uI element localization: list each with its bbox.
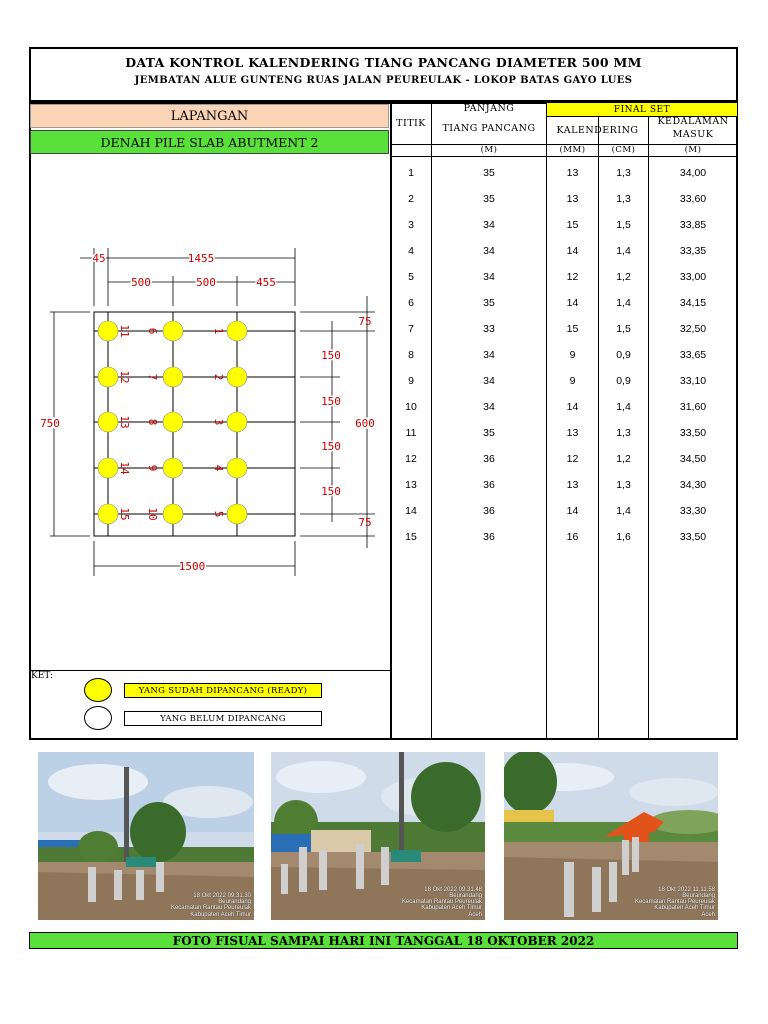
photo-1-stamp: 18 Okt 2022 09.31.30 Beurandang Kecamatan Rantau Peureulak Kabupaten Aceh Timur [170,892,251,918]
table-cell: 36 [483,479,495,491]
pile-circle [98,458,118,478]
table-row-titik: 1 [408,167,414,179]
table-cell: 32,50 [679,323,707,335]
table-cell: 1,4 [616,505,631,517]
dim-top-total: 1455 [187,252,215,265]
table-cell: 33,50 [679,427,707,439]
pile-pending-swatch [84,706,112,730]
dim-right-3: 150 [321,395,341,408]
pile-circle [98,321,118,341]
panjang-header-2: TIANG PANCANG [442,122,536,134]
pile-label: 11 [118,324,131,338]
table-row-titik: 11 [405,427,417,439]
pile-circle [98,504,118,524]
dim-right-5: 150 [321,485,341,498]
table-row-titik: 6 [408,297,414,309]
table-row-titik: 2 [408,193,414,205]
table-cell: 31,60 [679,401,707,413]
table-cell: 34 [483,271,495,283]
table-cell: 36 [483,531,495,543]
table-cell: 33,50 [679,531,707,543]
table-cell: 33,60 [679,193,707,205]
pile-circle [163,504,183,524]
table-row-titik: 4 [408,245,414,257]
pile-label: 4 [212,464,225,472]
pile-circle [227,367,247,387]
table-cell: 1,2 [616,453,631,465]
table-row-titik: 9 [408,375,414,387]
dim-col-2: 500 [196,276,216,289]
table-cell: 1,5 [616,219,631,231]
pile-circle [163,321,183,341]
pile-label: 2 [212,373,225,381]
dim-top-left: 45 [92,252,106,265]
table-row-titik: 12 [405,453,417,465]
table-cell: 16 [566,531,579,543]
dim-right-total: 600 [355,417,375,430]
pile-circle [163,458,183,478]
page-title: DATA KONTROL KALENDERING TIANG PANCANG DIAMETER 500 MM [125,55,642,70]
pile-circle [98,367,118,387]
pile-label: 9 [146,464,159,472]
pile-label: 3 [212,418,225,426]
table-cell: 33,85 [679,219,707,231]
table-cell: 15 [566,323,579,335]
lapangan-header: LAPANGAN [30,104,389,128]
table-cell: 1,3 [616,479,631,491]
title-box [29,47,738,102]
table-cell: 15 [566,219,579,231]
table-row-titik: 7 [408,323,414,335]
dim-right-6: 75 [358,516,372,529]
table-cell: 35 [483,167,495,179]
legend-pending-label: YANG BELUM DIPANCANG [124,711,322,726]
table-cell: 9 [569,349,576,361]
pile-circle [163,412,183,432]
table-cell: 33,65 [679,349,707,361]
final-set-header: FINAL SET [547,103,737,116]
page-subtitle: JEMBATAN ALUE GUNTENG RUAS JALAN PEUREULAK - LOKOP BATAS GAYO LUES [134,75,633,86]
pile-circle [227,458,247,478]
pile-label: 1 [212,327,225,335]
table-cell: 34 [483,349,495,361]
denah-header: DENAH PILE SLAB ABUTMENT 2 [30,130,389,154]
table-cell: 14 [566,297,579,309]
pile-circle [227,321,247,341]
pile-ready-swatch [84,678,112,702]
pile-label: 7 [146,373,159,381]
table-cell: 1,4 [616,297,631,309]
table-cell: 35 [483,427,495,439]
table-cell: 36 [483,453,495,465]
table-cell: 33 [483,323,495,335]
table-cell: 35 [483,193,495,205]
dim-right-2: 150 [321,349,341,362]
dim-col-1: 500 [131,276,151,289]
table-cell: 1,6 [616,531,631,543]
table-cell: 14 [566,401,579,413]
pile-circle [227,412,247,432]
table-row-titik: 5 [408,271,414,283]
table-cell: 1,3 [616,167,631,179]
dim-left-total: 750 [40,417,60,430]
table-cell: 34,50 [679,453,707,465]
table-cell: 34,00 [679,167,707,179]
table-cell: 33,35 [679,245,707,257]
pile-plan-drawing [30,156,390,670]
table-cell: 1,5 [616,323,631,335]
table-cell: 33,30 [679,505,707,517]
table-cell: 1,3 [616,193,631,205]
table-row-titik: 3 [408,219,414,231]
table-cell: 34 [483,219,495,231]
table-row-titik: 15 [405,531,417,543]
unit-mm: (MM) [559,145,586,155]
table-cell: 9 [569,375,576,387]
unit-m-kedalaman: (M) [684,145,702,155]
kedalaman-header: KEDALAMAN MASUK [657,116,729,140]
table-cell: 34 [483,375,495,387]
site-photo-2 [271,752,485,920]
table-row-titik: 14 [405,505,417,517]
table-cell: 14 [566,505,579,517]
pile-label: 8 [146,418,159,426]
table-cell: 34,30 [679,479,707,491]
dim-right-1: 75 [358,315,372,328]
table-cell: 13 [566,167,579,179]
dim-right-4: 150 [321,440,341,453]
table-cell: 13 [566,479,579,491]
table-cell: 34,15 [679,297,707,309]
table-cell: 13 [566,427,579,439]
table-cell: 0,9 [616,349,631,361]
photo-2-stamp: 18 Okt 2022 09.31.48 Beurandang Kecamatan Rantau Peureulak Kabupaten Aceh Timur Aceh [401,886,482,918]
table-row-titik: 13 [405,479,417,491]
table-cell: 14 [566,245,579,257]
unit-m-panjang: (M) [480,145,498,155]
table-cell: 1,4 [616,245,631,257]
site-photo-3 [504,752,718,920]
table-cell: 1,3 [616,427,631,439]
pile-label: 12 [118,370,131,384]
table-cell: 35 [483,297,495,309]
unit-cm: (CM) [611,145,636,155]
table-cell: 33,00 [679,271,707,283]
table-row-titik: 10 [405,401,417,413]
table-cell: 0,9 [616,375,631,387]
table-cell: 12 [566,453,579,465]
pile-label: 5 [212,510,225,518]
table-cell: 1,4 [616,401,631,413]
table-row-titik: 8 [408,349,414,361]
table-cell: 36 [483,505,495,517]
table-cell: 1,2 [616,271,631,283]
site-photo-1 [38,752,254,920]
table-cell: 33,10 [679,375,707,387]
legend-ket: KET: [31,671,54,681]
table-cell: 34 [483,401,495,413]
pile-circle [227,504,247,524]
panjang-header-1: PANJANG [463,102,515,114]
dim-bottom-total: 1500 [178,560,206,573]
pile-label: 15 [118,507,131,521]
dim-col-3: 455 [256,276,276,289]
table-cell: 12 [566,271,579,283]
kalendering-header: KALENDERING [556,125,639,136]
pile-label: 13 [118,415,131,429]
photo-3-stamp: 18 Okt 2022 11.11.58 Beurandang Kecamatan Rantau Peureulak Kabupaten Aceh Timur Aceh [634,886,715,918]
pile-label: 10 [146,507,159,521]
pile-circle [98,412,118,432]
table-cell: 13 [566,193,579,205]
pile-label: 6 [146,327,159,335]
pile-label: 14 [118,461,131,475]
legend-ready-label: YANG SUDAH DIPANCANG (READY) [124,683,322,698]
legend-divider [30,670,390,671]
footer-caption: FOTO FISUAL SAMPAI HARI INI TANGGAL 18 OKTOBER 2022 [29,932,738,949]
pile-circle [163,367,183,387]
table-cell: 34 [483,245,495,257]
titik-header: TITIK [396,118,426,129]
